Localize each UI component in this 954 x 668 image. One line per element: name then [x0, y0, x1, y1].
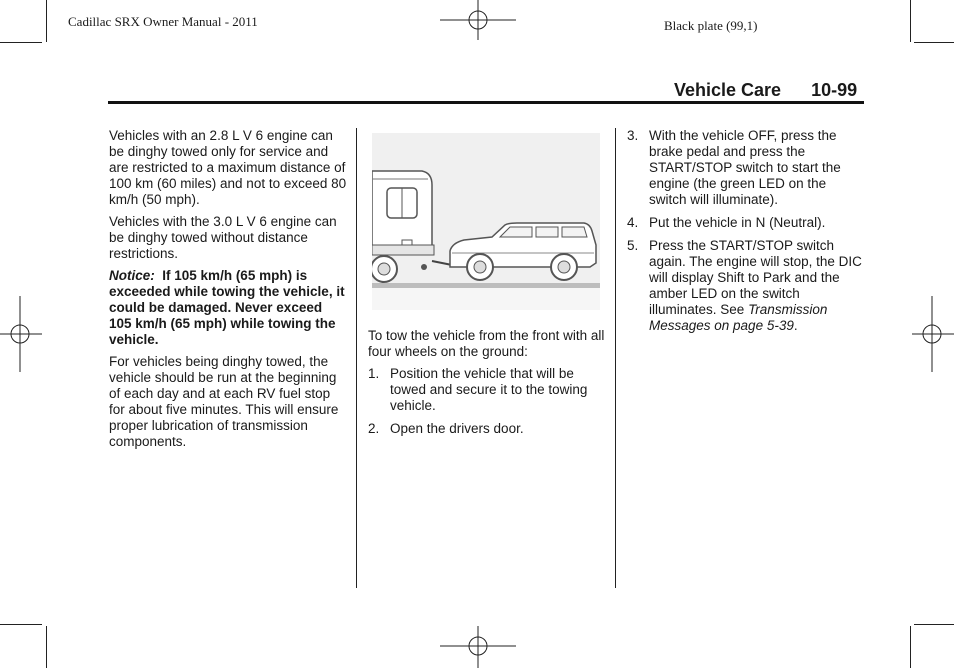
steps-list — [627, 128, 865, 334]
column-2 — [368, 328, 606, 444]
column-divider — [615, 128, 616, 588]
step-text: With the vehicle OFF, press the brake pedal and press the START/STOP switch to start the engine (the green LED on the switch will illuminate). — [649, 128, 841, 207]
registration-mark-right — [912, 296, 954, 372]
header-rule — [108, 101, 864, 104]
section-title: Vehicle Care — [674, 80, 782, 100]
cross-reference-link[interactable]: Transmission Messages on page 5-39 — [649, 302, 828, 333]
manual-title: Cadillac SRX Owner Manual - 2011 — [68, 14, 258, 29]
paragraph: Vehicles with an 2.8 L V 6 engine can be dinghy towed only for service and are restricted to a maximum distance of 100 km (60 miles) and not to exceed 80 km/h (50 mph). — [109, 128, 347, 207]
list-item — [368, 366, 606, 414]
step-text: Open the drivers door. — [390, 421, 524, 436]
notice-label: Notice: — [109, 268, 155, 283]
list-item — [627, 215, 865, 231]
step-text: Put the vehicle in N (Neutral). — [649, 215, 826, 230]
list-item — [368, 421, 606, 437]
step-number: 5. — [627, 238, 639, 253]
notice-text: If 105 km/h (65 mph) is exceeded while towing the vehicle, it could be damaged. Never exceed 105 km/h (65 mph) while towing the vehicle. — [109, 268, 345, 347]
section-heading — [674, 80, 857, 101]
paragraph: For vehicles being dinghy towed, the vehicle should be run at the beginning of each day and at each RV fuel stop for about five minutes. This will ensure proper lubrication of transmission components. — [109, 354, 339, 449]
step-text-end: . — [793, 318, 798, 333]
step-number: 1. — [368, 366, 380, 381]
column-divider — [356, 128, 357, 588]
column-3 — [627, 128, 865, 341]
registration-mark-top — [440, 0, 516, 44]
step-number: 4. — [627, 215, 639, 230]
page-number: 10-99 — [811, 80, 858, 100]
list-item — [627, 238, 865, 334]
column-1 — [109, 128, 347, 456]
list-item — [627, 128, 865, 208]
step-number: 3. — [627, 128, 639, 143]
registration-mark-left — [0, 296, 42, 372]
paragraph: Vehicles with the 3.0 L V 6 engine can be dinghy towed without distance restrictions. — [109, 214, 337, 261]
step-text: Position the vehicle that will be towed and secure it to the towing vehicle. — [390, 366, 588, 413]
intro-paragraph: To tow the vehicle from the front with all four wheels on the ground: — [368, 328, 605, 359]
step-text-body: Press the START/STOP switch again. The engine will stop, the DIC will display Shift to Park and the amber LED on the switch illuminates. See — [649, 238, 862, 317]
towing-illustration — [372, 133, 600, 310]
plate-label: Black plate (99,1) — [664, 18, 758, 33]
registration-mark-bottom — [440, 626, 516, 668]
notice — [109, 268, 347, 348]
step-text — [649, 238, 865, 334]
step-number: 2. — [368, 421, 380, 436]
steps-list — [368, 366, 606, 437]
